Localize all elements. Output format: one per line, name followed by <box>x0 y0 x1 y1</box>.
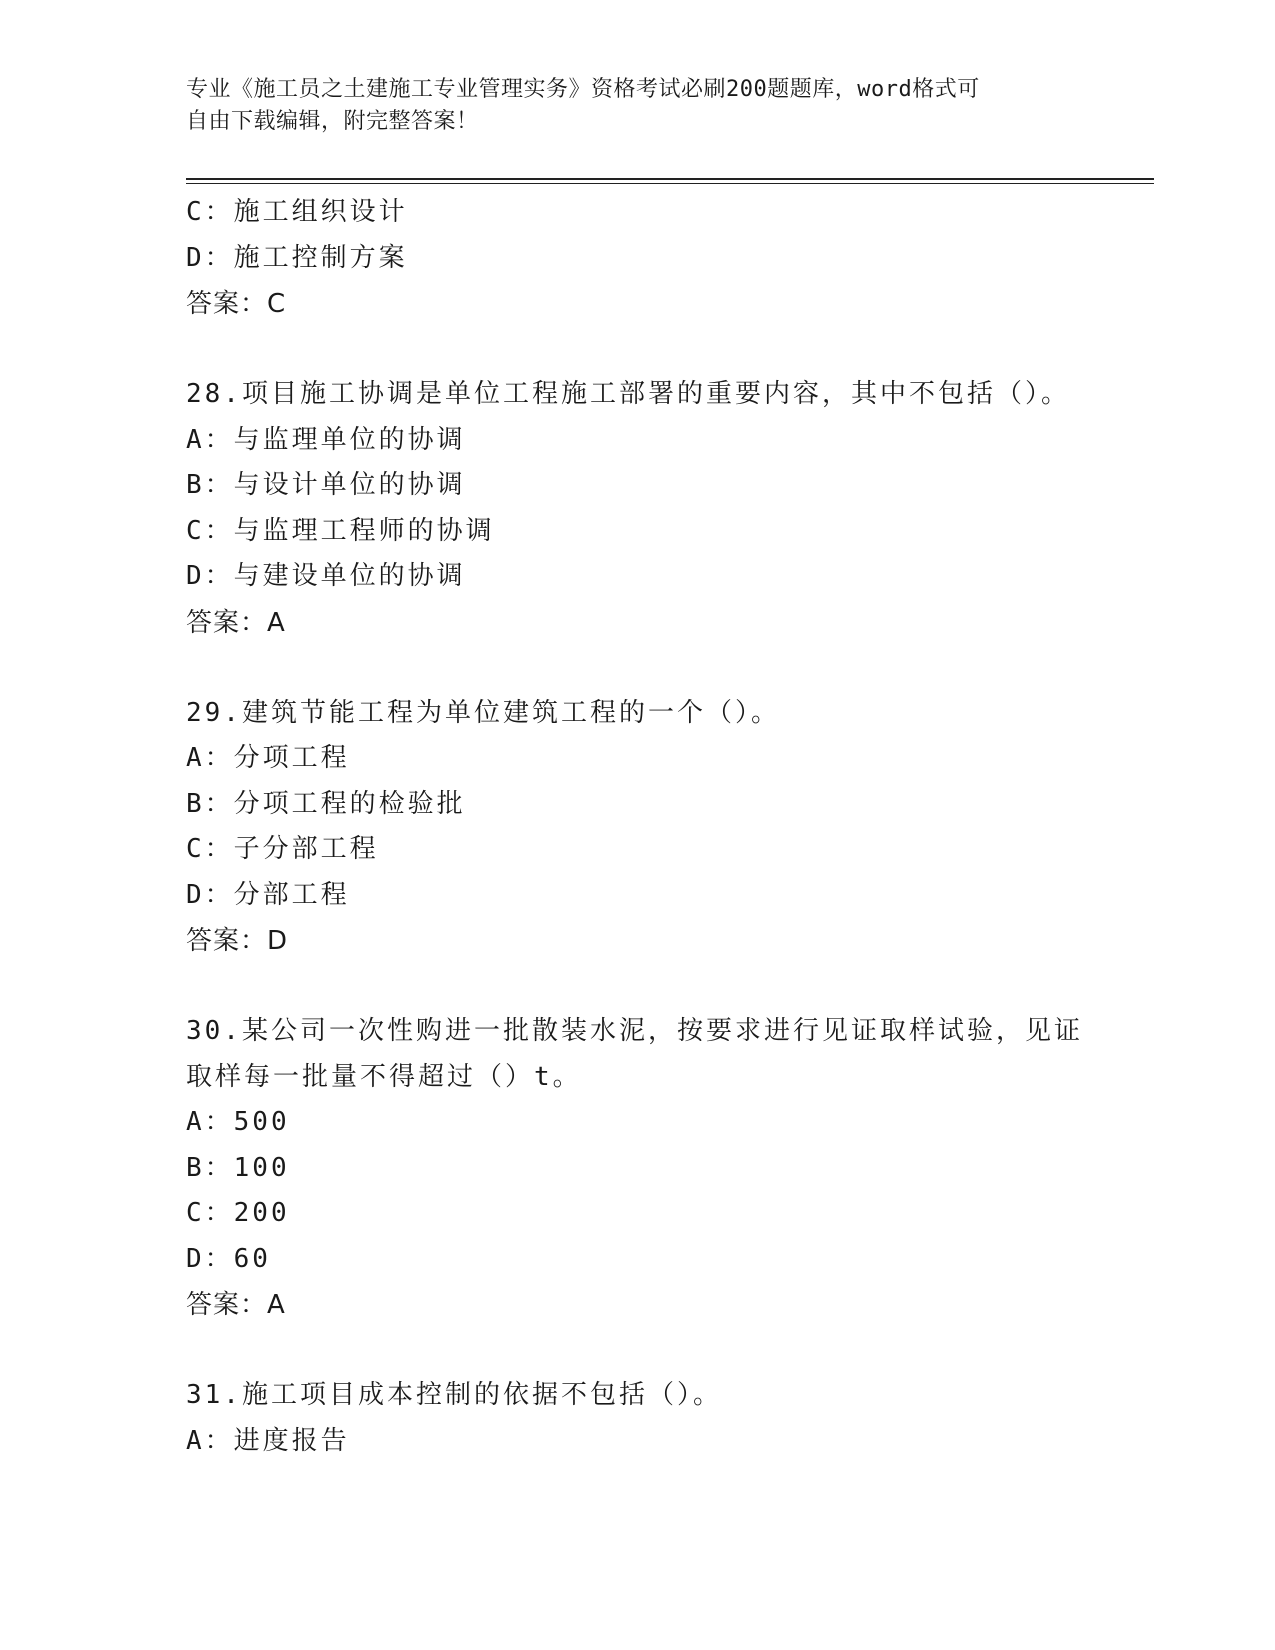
question-text: 31.施工项目成本控制的依据不包括（）。 <box>186 1380 722 1410</box>
option-line: A：与监理单位的协调 <box>186 424 466 455</box>
option-line: C：200 <box>186 1198 290 1228</box>
question-text: 28.项目施工协调是单位工程施工部署的重要内容，其中不包括（）。 <box>186 379 1070 409</box>
question-block <box>186 190 1086 327</box>
answer-line: 答案：D <box>186 926 289 956</box>
header-line-2: 自由下载编辑，附完整答案！ <box>186 109 479 134</box>
question-text: 30.某公司一次性购进一批散装水泥，按要求进行见证取样试验，见证 <box>186 1016 1083 1046</box>
header-line-1: 专业《施工员之土建施工专业管理实务》资格考试必刷200题题库，word格式可 <box>186 77 980 102</box>
question-text-continued: 取样每一批量不得超过（）t。 <box>186 1061 582 1092</box>
question-block <box>186 1373 1086 1464</box>
answer-line: 答案：A <box>186 1290 286 1320</box>
option-line: C：施工组织设计 <box>186 197 408 227</box>
document-header <box>186 74 1086 138</box>
question-text: 29.建筑节能工程为单位建筑工程的一个（）。 <box>186 697 780 728</box>
option-line: C：子分部工程 <box>186 834 379 864</box>
question-list <box>186 190 1086 1464</box>
answer-line: 答案：A <box>186 607 286 638</box>
option-line: D：与建设单位的协调 <box>186 561 466 591</box>
answer-line: 答案：C <box>186 289 287 319</box>
option-line: C：与监理工程师的协调 <box>186 515 495 546</box>
option-line: B：与设计单位的协调 <box>186 470 466 500</box>
option-line: A：分项工程 <box>186 743 350 773</box>
option-line: B：100 <box>186 1152 290 1183</box>
option-line: A：500 <box>186 1107 290 1137</box>
question-block <box>186 1009 1086 1328</box>
option-line: D：分部工程 <box>186 879 350 910</box>
option-line: D：施工控制方案 <box>186 242 408 273</box>
option-line: B：分项工程的检验批 <box>186 788 466 819</box>
header-divider-thick <box>186 178 1154 180</box>
question-block <box>186 691 1086 965</box>
header-divider-thin <box>186 183 1154 184</box>
question-block <box>186 372 1086 646</box>
option-line: D：60 <box>186 1243 271 1274</box>
option-line: A：进度报告 <box>186 1425 350 1456</box>
